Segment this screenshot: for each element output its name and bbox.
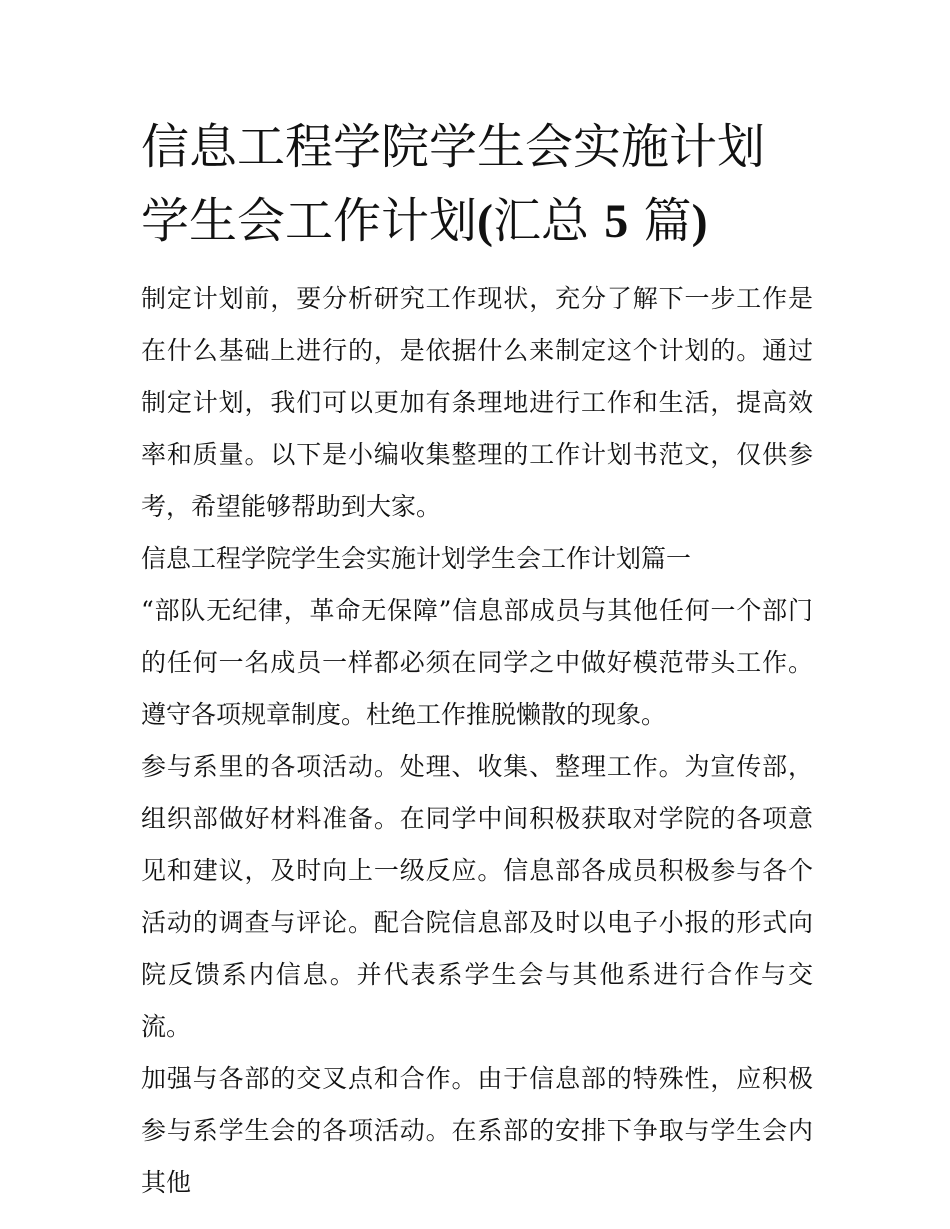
intro-paragraph: 制定计划前，要分析研究工作现状，充分了解下一步工作是在什么基础上进行的，是依据什么来制定这个计划的。通过制定计划，我们可以更加有条理地进行工作和生活，提高效率和质量。以下是小编收集整理的工作计划书范文，仅供参考，希望能够帮助到大家。 [141, 284, 813, 521]
body-paragraph: 加强与各部的交叉点和合作。由于信息部的特殊性，应积极参与系学生会的各项活动。在系部的安排下争取与学生会内其他 [141, 1064, 813, 1197]
title-line-1: 信息工程学院学生会实施计划 [141, 119, 766, 175]
body-paragraph: “部队无纪律，革命无保障”信息部成员与其他任何一个部门的任何一名成员一样都必须在同学之中做好模范带头工作。遵守各项规章制度。杜绝工作推脱懒散的现象。 [141, 596, 813, 729]
section-heading: 信息工程学院学生会实施计划学生会工作计划篇一 [141, 544, 692, 573]
title-paren-close: ) [691, 195, 708, 248]
title-number: 5 [604, 195, 629, 248]
title-line-2-mid: 汇总 [493, 193, 590, 249]
title-line-2-end: 篇 [643, 193, 692, 249]
title-line-2 [141, 184, 813, 259]
title-paren-open: ( [477, 195, 493, 248]
document-body [141, 110, 813, 1209]
title-line-2-prefix: 学生会工作计划 [141, 193, 478, 249]
document-title [141, 110, 813, 259]
body-paragraph: 参与系里的各项活动。处理、收集、整理工作。为宣传部，组织部做好材料准备。在同学中间积极获取对学院的各项意见和建议，及时向上一级反应。信息部各成员积极参与各个活动的调查与评论。配合院信息部及时以电子小报的形式向院反馈系内信息。并代表系学生会与其他系进行合作与交流。 [141, 752, 813, 1041]
